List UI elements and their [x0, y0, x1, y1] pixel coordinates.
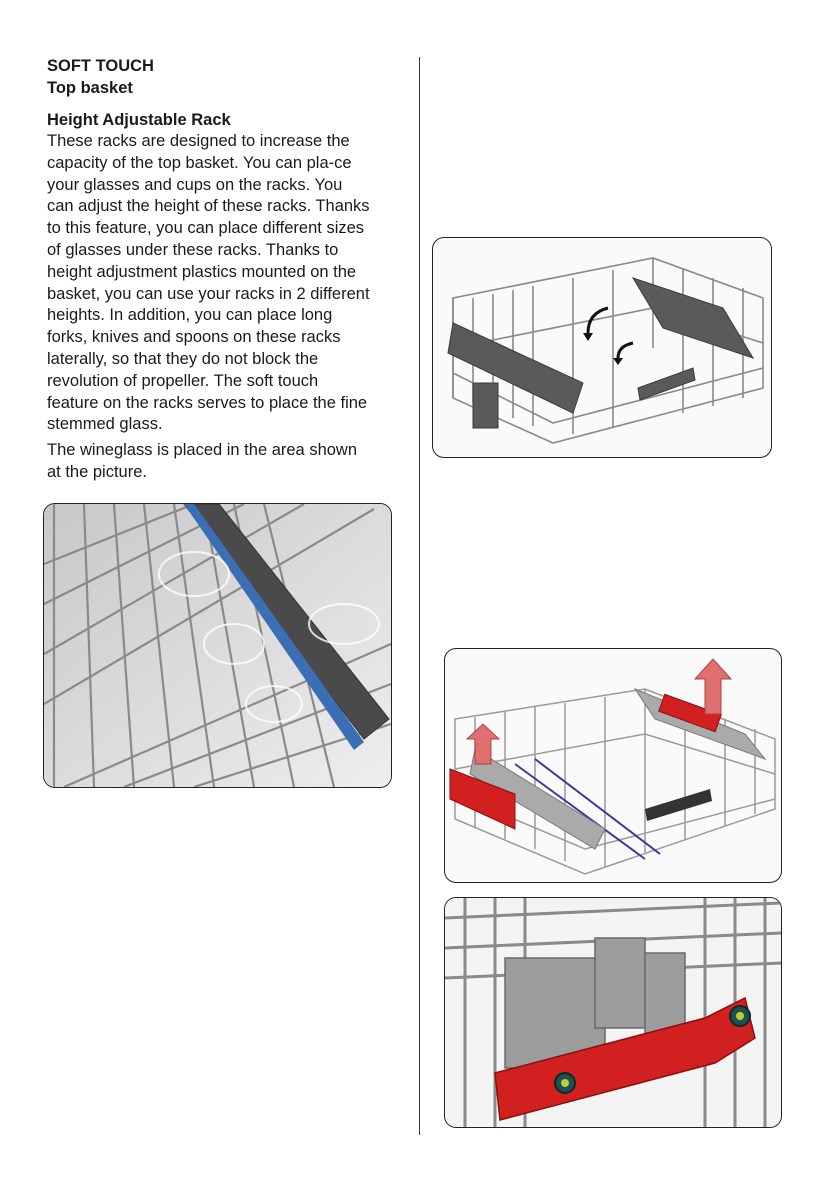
basket-fold-figure	[432, 237, 772, 458]
section-heading: Height Adjustable Rack	[47, 111, 231, 129]
section-title: SOFT TOUCH	[47, 57, 154, 75]
wineglass-paragraph: The wineglass is placed in the area shown at the picture.	[47, 441, 358, 481]
column-divider	[419, 57, 420, 1135]
basket-lift-figure	[444, 648, 782, 883]
text-column	[47, 55, 417, 484]
description-paragraph: These racks are designed to increase the capacity of the top basket. You can pla-ce your glasses and cups on the racks. You can adjust the height of these racks. Thanks to this feature, you can place different sizes of glasses under these racks. Thanks to height adjustment plastics mounted on the basket, you can use your racks in 2 different heights. In addition, you can place long forks, knives and spoons on these racks laterally, so that they do not block the revolution of propeller. The soft touch feature on the racks serves to place the fine stemmed glass.	[47, 132, 370, 434]
basket-lift-arrows-illustration	[445, 649, 781, 882]
height-adjuster-figure	[444, 897, 782, 1128]
section-subtitle: Top basket	[47, 79, 133, 97]
wineglass-rack-illustration	[44, 504, 391, 787]
wineglass-rack-figure	[43, 503, 392, 788]
basket-fold-arrows-illustration	[433, 238, 771, 457]
height-adjuster-closeup-illustration	[445, 898, 781, 1127]
fold-arrow-icon	[588, 308, 633, 358]
